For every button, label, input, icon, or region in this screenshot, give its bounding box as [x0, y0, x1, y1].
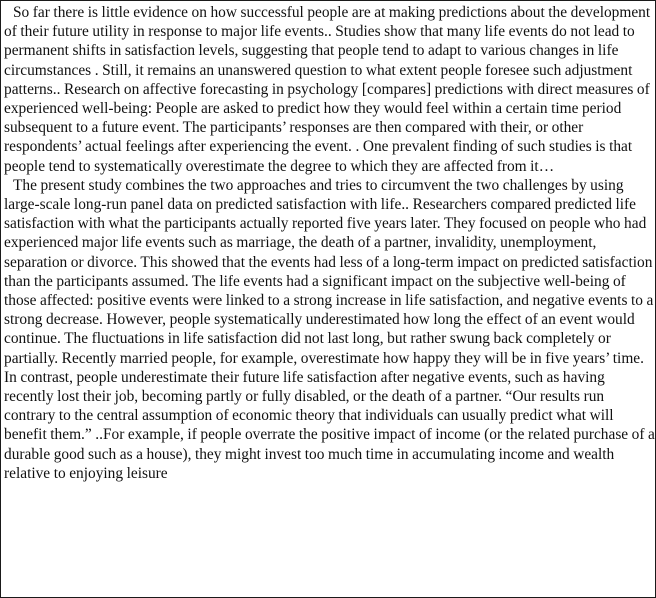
paragraph: So far there is little evidence on how successful people are at making predictions about the development of their future utility in response to major life events.. Studies show that many life events do not lead to permanent shifts in satisfaction levels, suggesting that people tend to adapt to various changes in life circumstances . Still, it remains an unanswered question to what extent people foresee such adjustment patterns.. Research on affective forecasting in psychology [compares] predictions with direct measures of experienced well-being: People are asked to predict how they would feel within a certain time period subsequent to a future event. The participants’ responses are then compared with their, or other respondents’ actual feelings after experiencing the event. . One prevalent finding of such studies is that people tend to systematically overestimate the degree to which they are affected from it…: [4, 4, 651, 175]
paragraph: The present study combines the two approaches and tries to circumvent the two challenges by using large-scale long-run panel data on predicted satisfaction with life.. Researchers compared predicted life satisfaction with what the participants actually reported five years later. They focused on people who had experienced major life events such as marriage, the death of a partner, invalidity, unemployment, separation or divorce. This showed that the events had less of a long-term impact on predicted satisfaction than the participants assumed. The life events had a significant impact on the subjective well-being of those affected: positive events were linked to a strong increase in life satisfaction, and negative events to a strong decrease. However, people systematically underestimated how long the effect of an event would continue. The fluctuations in life satisfaction did not last long, but rather swung back completely or partially. Recently married people, for example, overestimate how happy they will be in five years’ time. In contrast, people underestimate their future life satisfaction after negative events, such as having recently lost their job, becoming partly or fully disabled, or the death of a partner. “Our results run contrary to the central assumption of economic theory that individuals can usually predict what will benefit them.” ..For example, if people overrate the positive impact of income (or the related purchase of a durable good such as a house), they might invest too much time in accumulating income and wealth relative to enjoying leisure: [4, 176, 655, 482]
document-body: [4, 3, 655, 483]
